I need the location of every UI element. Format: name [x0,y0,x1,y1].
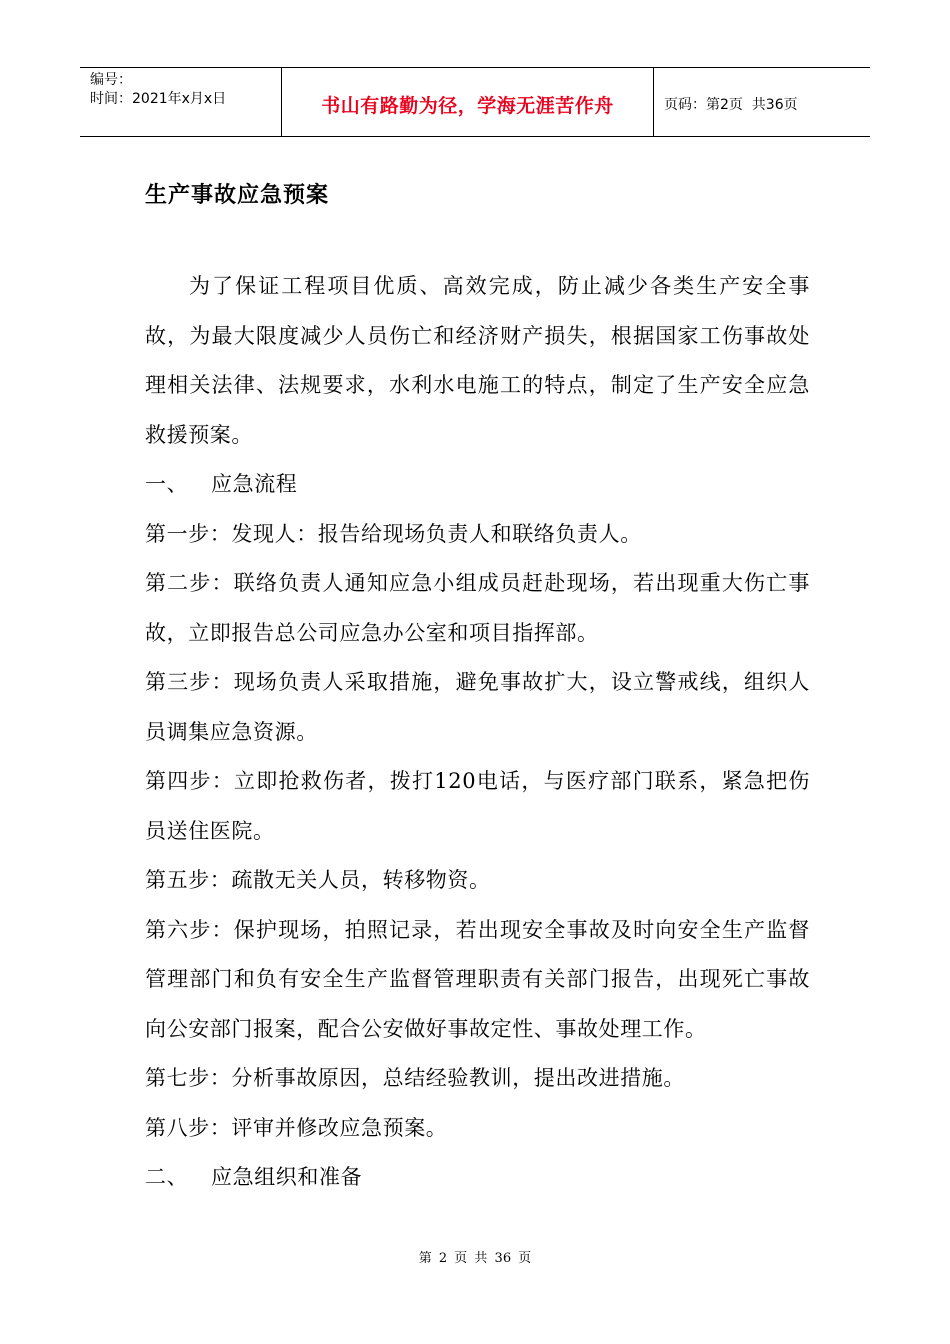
step-paragraph: 第一步：发现人：报告给现场负责人和联络负责人。 [145,521,642,546]
step-paragraph: 第八步：评审并修改应急预案。 [145,1115,448,1140]
step-paragraph: 第三步：现场负责人采取措施，避免事故扩大，设立警戒线，组织人员调集应急资源。 [145,670,810,744]
motto-text: 书山有路勤为径，学海无涯苦作舟 [321,94,614,117]
page-footer: 第 2 页 共 36 页 [418,1251,532,1266]
step-paragraph: 第二步：联络负责人通知应急小组成员赶赴现场，若出现重大伤亡事故，立即报告总公司应急办公室和项目指挥部。 [145,571,810,645]
step-paragraph: 第七步：分析事故原因，总结经验教训，提出改进措施。 [145,1066,685,1090]
page-code: 页码：第2页 共36页 [664,97,798,113]
header-page-cell [654,68,870,136]
section-number: 二、 [145,1165,189,1189]
section-title: 应急流程 [211,472,298,496]
step-paragraph: 第四步：立即抢救伤者，拨打120电话，与医疗部门联系，紧急把伤员送住医院。 [145,769,810,843]
header-meta-cell [80,68,282,136]
document-body [145,262,810,1203]
section-heading-2 [145,1153,810,1203]
date-line: 时间：2021年x月x日 [90,91,227,107]
step-paragraph: 第六步：保护现场，拍照记录，若出现安全事故及时向安全生产监督管理部门和负有安全生产监督管理职责有关部门报告，出现死亡事故向公安部门报案，配合公安做好事故定性、事故处理工作。 [145,917,810,1041]
intro-paragraph: 为了保证工程项目优质、高效完成，防止减少各类生产安全事故，为最大限度减少人员伤亡和经济财产损失，根据国家工伤事故处理相关法律、法规要求，水利水电施工的特点，制定了生产安全应急救援预案。 [145,274,810,447]
page-header [80,67,870,137]
header-motto-cell [282,68,654,136]
step-paragraph: 第五步：疏散无关人员，转移物资。 [145,868,491,892]
serial-label: 编号： [90,72,132,88]
document-title: 生产事故应急预案 [145,183,330,208]
section-heading-1 [145,460,810,510]
section-number: 一、 [145,472,189,496]
section-title: 应急组织和准备 [211,1165,363,1189]
